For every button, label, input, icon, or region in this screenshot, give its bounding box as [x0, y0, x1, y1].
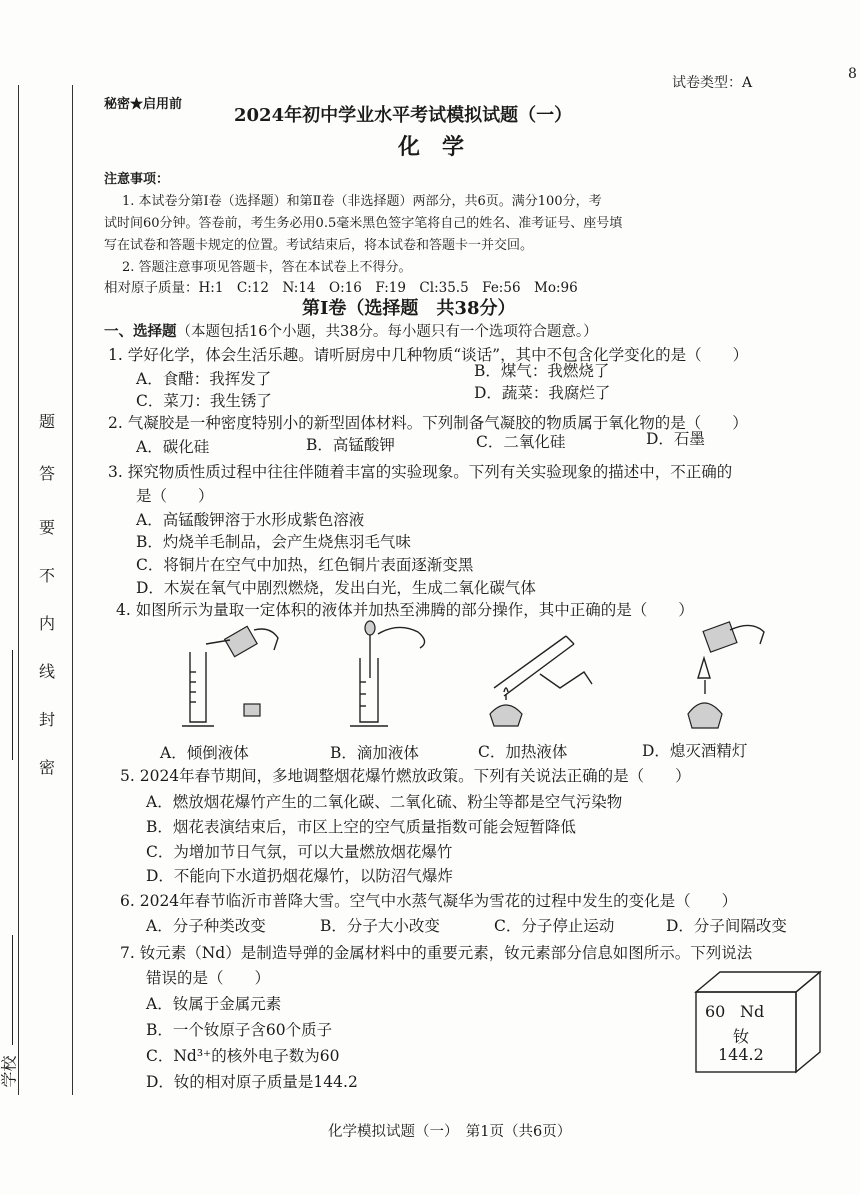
section-title: 第Ⅰ卷（选择题 共38分） [302, 298, 516, 319]
notes-line: 写在试卷和答题卡规定的位置。考试结束后，将本试卷和答题卡一并交回。 [104, 238, 534, 253]
option: C．将铜片在空气中加热，红色铜片表面逐渐变黑 [136, 556, 474, 574]
option: D．木炭在氧气中剧烈燃烧，发出白光，生成二氧化碳气体 [136, 579, 536, 597]
option: A．燃放烟花爆竹产生的二氧化碳、二氧化硫、粉尘等都是空气污染物 [146, 793, 623, 811]
subject-title: 化 学 [398, 134, 465, 160]
notes-line: 试时间60分钟。答卷前，考生务必用0.5毫米黑色签字笔将自己的姓名、准考证号、座号填 [104, 216, 623, 231]
option: D．石墨 [646, 430, 705, 448]
option: A．分子种类改变 [146, 917, 266, 935]
element-mass: 144.2 [718, 1045, 764, 1064]
binding-line-right [72, 85, 73, 1095]
option: D．熄灭酒精灯 [642, 742, 748, 760]
binding-char: 线 [38, 662, 55, 681]
option: A．高锰酸钾溶于水形成紫色溶液 [136, 511, 365, 529]
figure-extinguish-lamp [670, 620, 780, 732]
figure-pour-liquid [170, 622, 290, 732]
question-stem: 7. 钕元素（Nd）是制造导弹的金属材料中的重要元素，钕元素部分信息如图所示。下列说法 [120, 944, 753, 962]
page-title: 2024年初中学业水平考试模拟试题（一） [234, 105, 573, 126]
figure-drip-liquid [334, 618, 454, 733]
id-blank [12, 935, 13, 1045]
option: A．碳化硅 [136, 438, 210, 456]
option: B．滴加液体 [330, 744, 419, 762]
name-blank [12, 650, 13, 760]
binding-char: 答 [38, 464, 55, 483]
question-stem: 6. 2024年春节临沂市普降大雪。空气中水蒸气凝华为雪花的过程中发生的变化是（ ） [120, 892, 738, 910]
option: C．加热液体 [478, 743, 568, 761]
binding-char: 封 [38, 710, 55, 729]
binding-line-left [18, 85, 19, 1095]
question-stem: 4. 如图所示为量取一定体积的液体并加热至沸腾的部分操作，其中正确的是（ ） [116, 601, 694, 619]
binding-char: 要 [38, 518, 55, 537]
option: D．钕的相对原子质量是144.2 [146, 1073, 358, 1091]
option: B．高锰酸钾 [306, 436, 395, 454]
secret-label: 秘密★启用前 [104, 97, 183, 112]
binding-char: 不 [38, 566, 55, 585]
section-intro [104, 320, 598, 341]
option: B．灼烧羊毛制品，会产生烧焦羽毛气味 [136, 533, 411, 551]
figure-heat-liquid [480, 618, 610, 733]
element-name: 钕 [733, 1027, 750, 1046]
option: B．烟花表演结束后，市区上空的空气质量指数可能会短暂降低 [146, 818, 576, 836]
binding-char: 内 [38, 614, 55, 633]
question-stem: 2. 气凝胶是一种密度特别小的新型固体材料。下列制备气凝胶的物质属于氧化物的是（ ） [108, 414, 748, 432]
option: B．煤气：我燃烧了 [474, 362, 610, 380]
option: D．不能向下水道扔烟花爆竹，以防沼气爆炸 [146, 867, 453, 885]
option: A．倾倒液体 [160, 744, 249, 762]
school-label: 学校 [0, 1055, 19, 1088]
binding-char: 密 [38, 758, 55, 777]
option: B．分子大小改变 [320, 917, 440, 935]
option: C．二氧化硅 [476, 433, 566, 451]
paper-type: 试卷类型：A [672, 75, 753, 91]
option: C．Nd³⁺的核外电子数为60 [146, 1047, 340, 1065]
question-stem: 3. 探究物质性质过程中往往伴随着丰富的实验现象。下列有关实验现象的描述中，不正确的 [108, 463, 733, 481]
option: A．食醋：我挥发了 [136, 370, 272, 388]
atomic-mass-line: 相对原子质量：H:1 C:12 N:14 O:16 F:19 Cl:35.5 Fe:56 Mo:96 [104, 280, 578, 296]
corner-mark: 8 [848, 66, 857, 82]
section-intro-text: （本题包括16个小题，共38分。每小题只有一个选项符合题意。） [176, 324, 598, 340]
question-stem-cont: 是（ ） [136, 487, 214, 505]
option: D．分子间隔改变 [666, 917, 787, 935]
notes-line: 2. 答题注意事项见答题卡，答在本试卷上不得分。 [122, 260, 412, 275]
option: C．分子停止运动 [494, 917, 615, 935]
question-stem: 5. 2024年春节期间，多地调整烟花爆竹燃放政策。下列有关说法正确的是（ ） [120, 767, 691, 785]
section-intro-label: 一、选择题 [104, 323, 177, 340]
element-symbol: Nd [740, 1002, 765, 1021]
option: B．一个钕原子含60个质子 [146, 1021, 333, 1039]
option: A．钕属于金属元素 [146, 995, 282, 1013]
option: C．为增加节日气氛，可以大量燃放烟花爆竹 [146, 843, 453, 861]
notes-heading: 注意事项： [104, 172, 170, 187]
question-stem: 1. 学好化学，体会生活乐趣。请听厨房中几种物质“谈话”，其中不包含化学变化的是（ ） [108, 346, 749, 364]
option: D．蔬菜：我腐烂了 [474, 384, 611, 402]
notes-line: 1. 本试卷分第Ⅰ卷（选择题）和第Ⅱ卷（非选择题）两部分，共6页。满分100分，考 [122, 194, 602, 209]
page-footer: 化学模拟试题（一） 第1页（共6页） [328, 1124, 572, 1140]
question-stem-cont: 错误的是（ ） [146, 969, 271, 987]
binding-char: 题 [38, 412, 55, 431]
option: C．菜刀：我生锈了 [136, 392, 272, 410]
element-number: 60 [705, 1002, 726, 1021]
